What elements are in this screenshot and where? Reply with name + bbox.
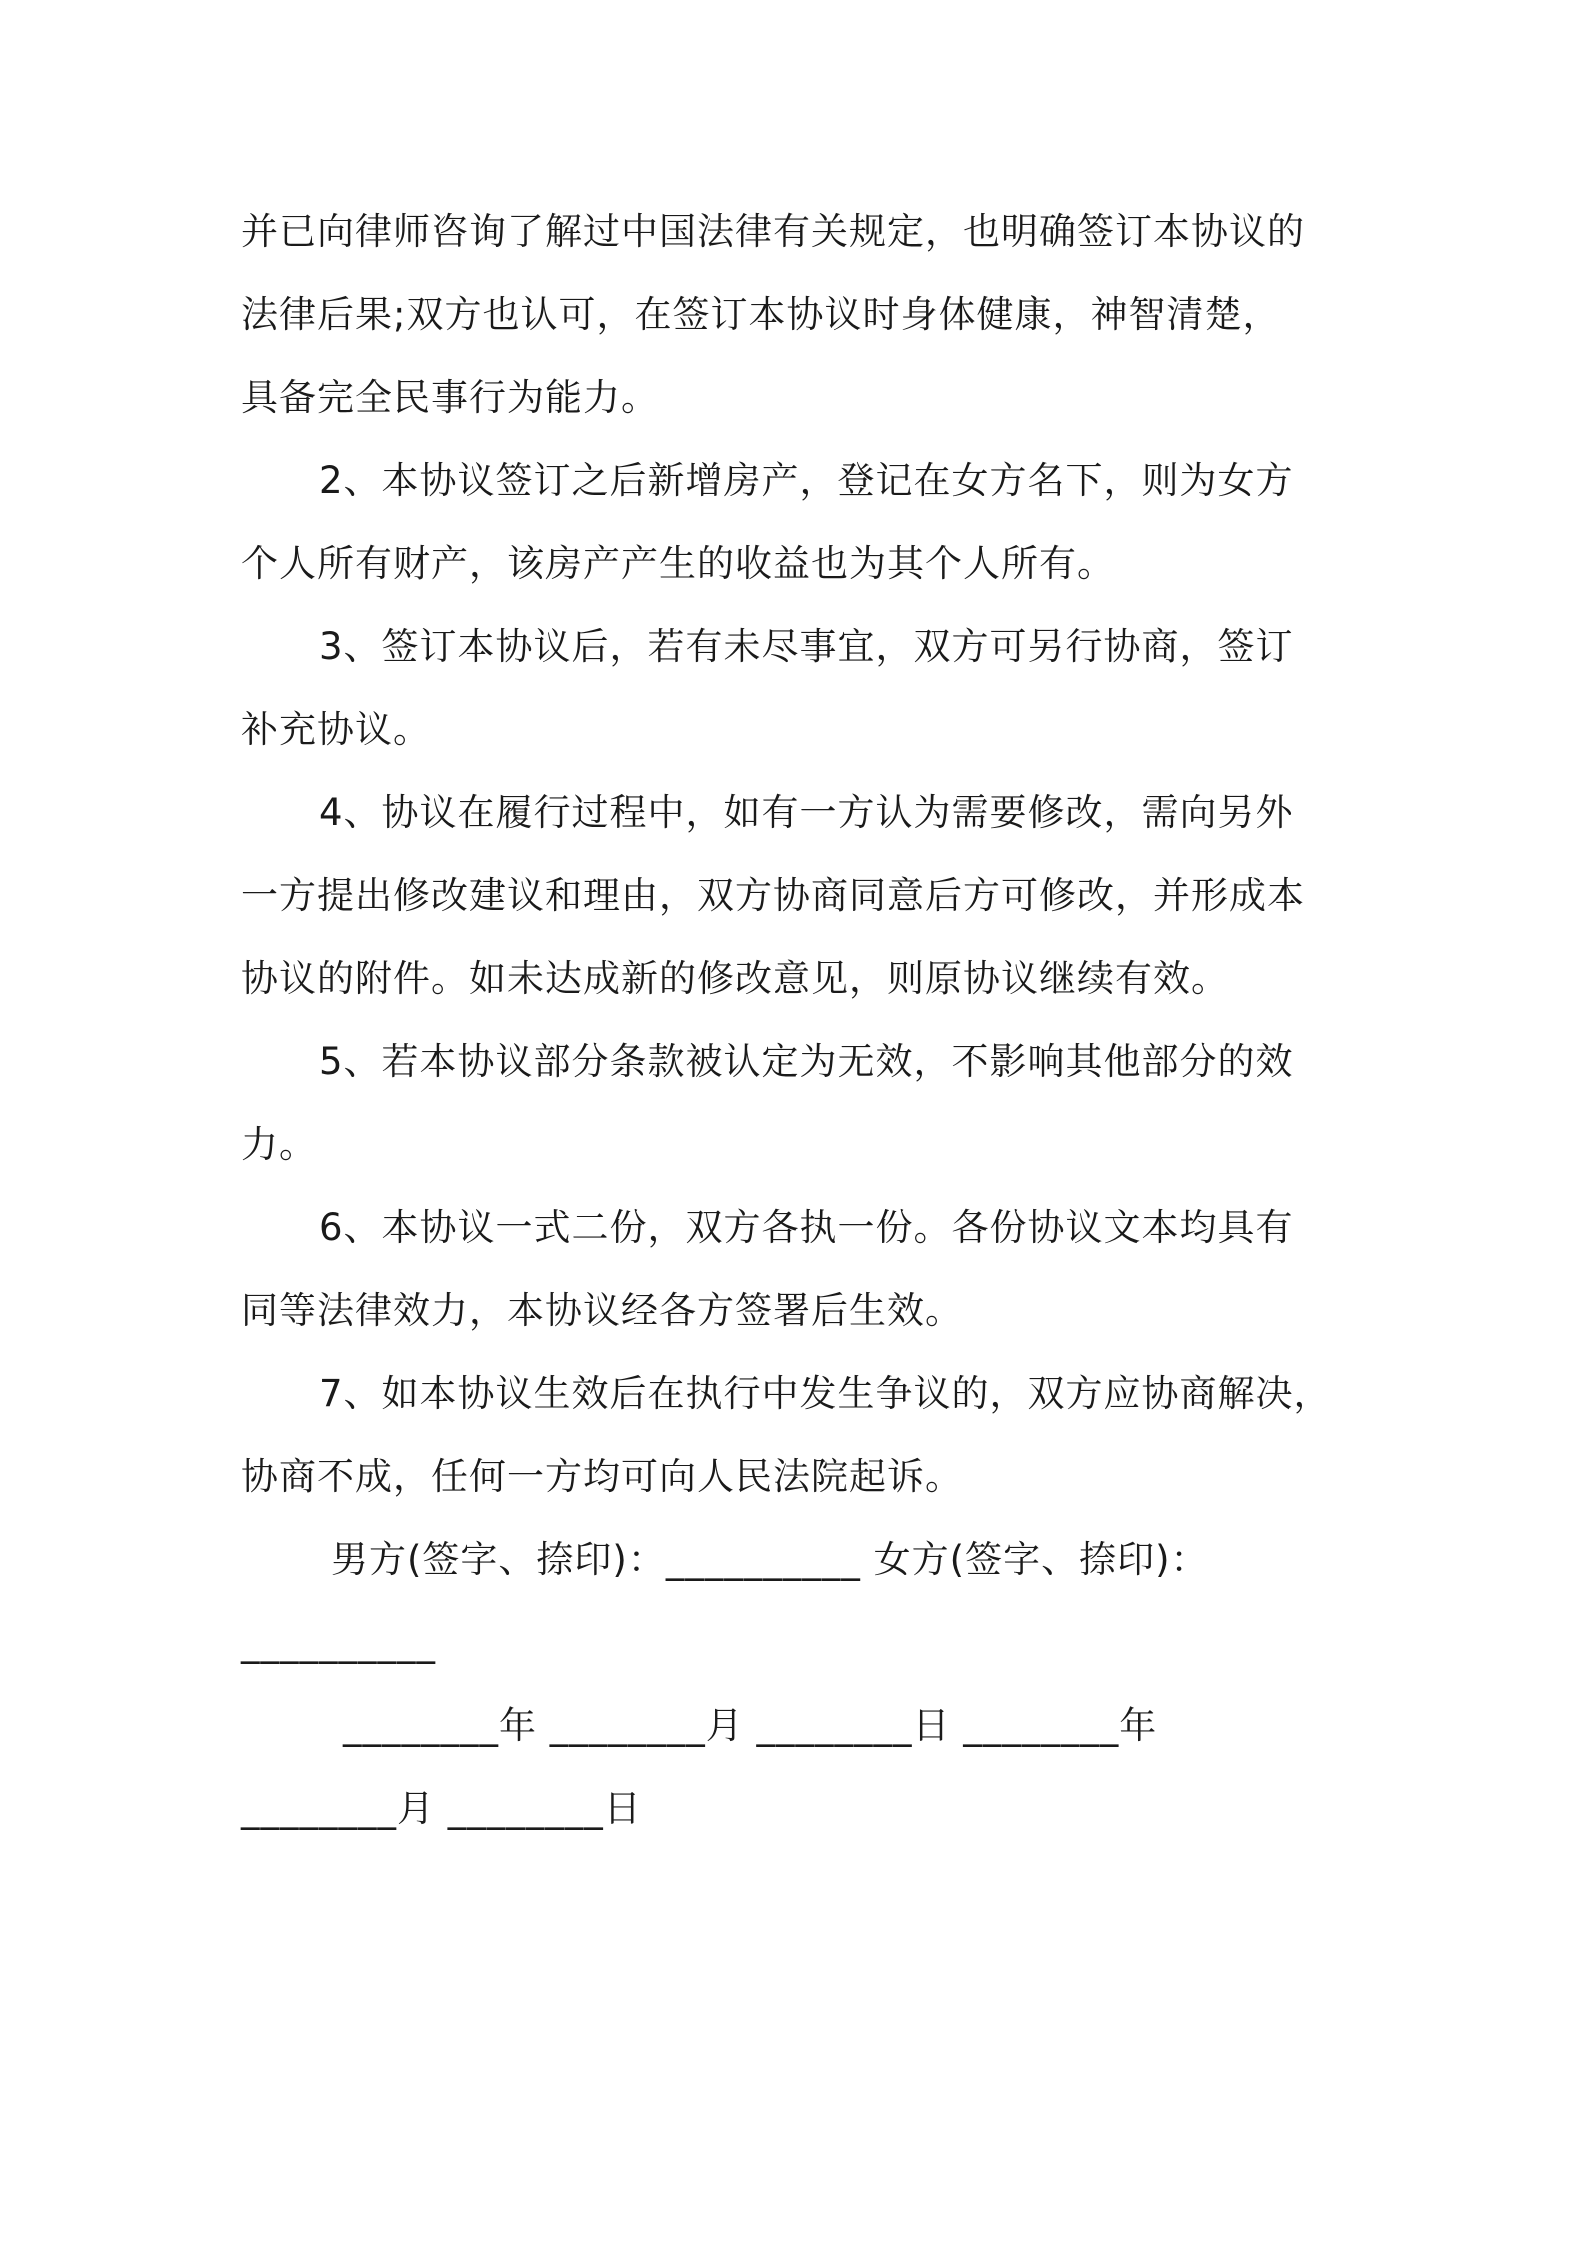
clause-5-line: 5、若本协议部分条款被认定为无效，不影响其他部分的效: [319, 1040, 1294, 1083]
signature-blank: __________: [241, 1621, 436, 1664]
clause-6-line: 6、本协议一式二份，双方各执一份。各份协议文本均具有: [319, 1206, 1294, 1249]
clause-4-line: 一方提出修改建议和理由，双方协商同意后方可修改，并形成本: [241, 874, 1305, 917]
clause-6-line: 同等法律效力，本协议经各方签署后生效。: [241, 1289, 963, 1332]
clause-3-line: 补充协议。: [241, 708, 431, 751]
agreement-text: [241, 190, 1361, 1850]
paragraph-line: 具备完全民事行为能力。: [241, 376, 659, 419]
clause-4-line: 4、协议在履行过程中，如有一方认为需要修改，需向另外: [319, 791, 1294, 834]
date-line: ________年 ________月 ________日 ________年: [343, 1704, 1158, 1747]
clause-5-line: 力。: [241, 1123, 317, 1166]
paragraph-line: 法律后果;双方也认可，在签订本协议时身体健康，神智清楚，: [241, 293, 1281, 336]
clause-3-line: 3、签订本协议后，若有未尽事宜，双方可另行协商，签订: [319, 625, 1294, 668]
clause-2-line: 2、本协议签订之后新增房产，登记在女方名下，则为女方: [319, 459, 1294, 502]
signature-line: 男方(签字、捺印)：__________ 女方(签字、捺印)：: [331, 1538, 1209, 1581]
clause-7-line: 协商不成，任何一方均可向人民法院起诉。: [241, 1455, 963, 1498]
clause-7-line: 7、如本协议生效后在执行中发生争议的，双方应协商解决，: [319, 1372, 1332, 1415]
clause-4-line: 协议的附件。如未达成新的修改意见，则原协议继续有效。: [241, 957, 1229, 1000]
date-line: ________月 ________日: [241, 1787, 642, 1830]
paragraph-line: 并已向律师咨询了解过中国法律有关规定，也明确签订本协议的: [241, 210, 1305, 253]
clause-2-line: 个人所有财产，该房产产生的收益也为其个人所有。: [241, 542, 1115, 585]
